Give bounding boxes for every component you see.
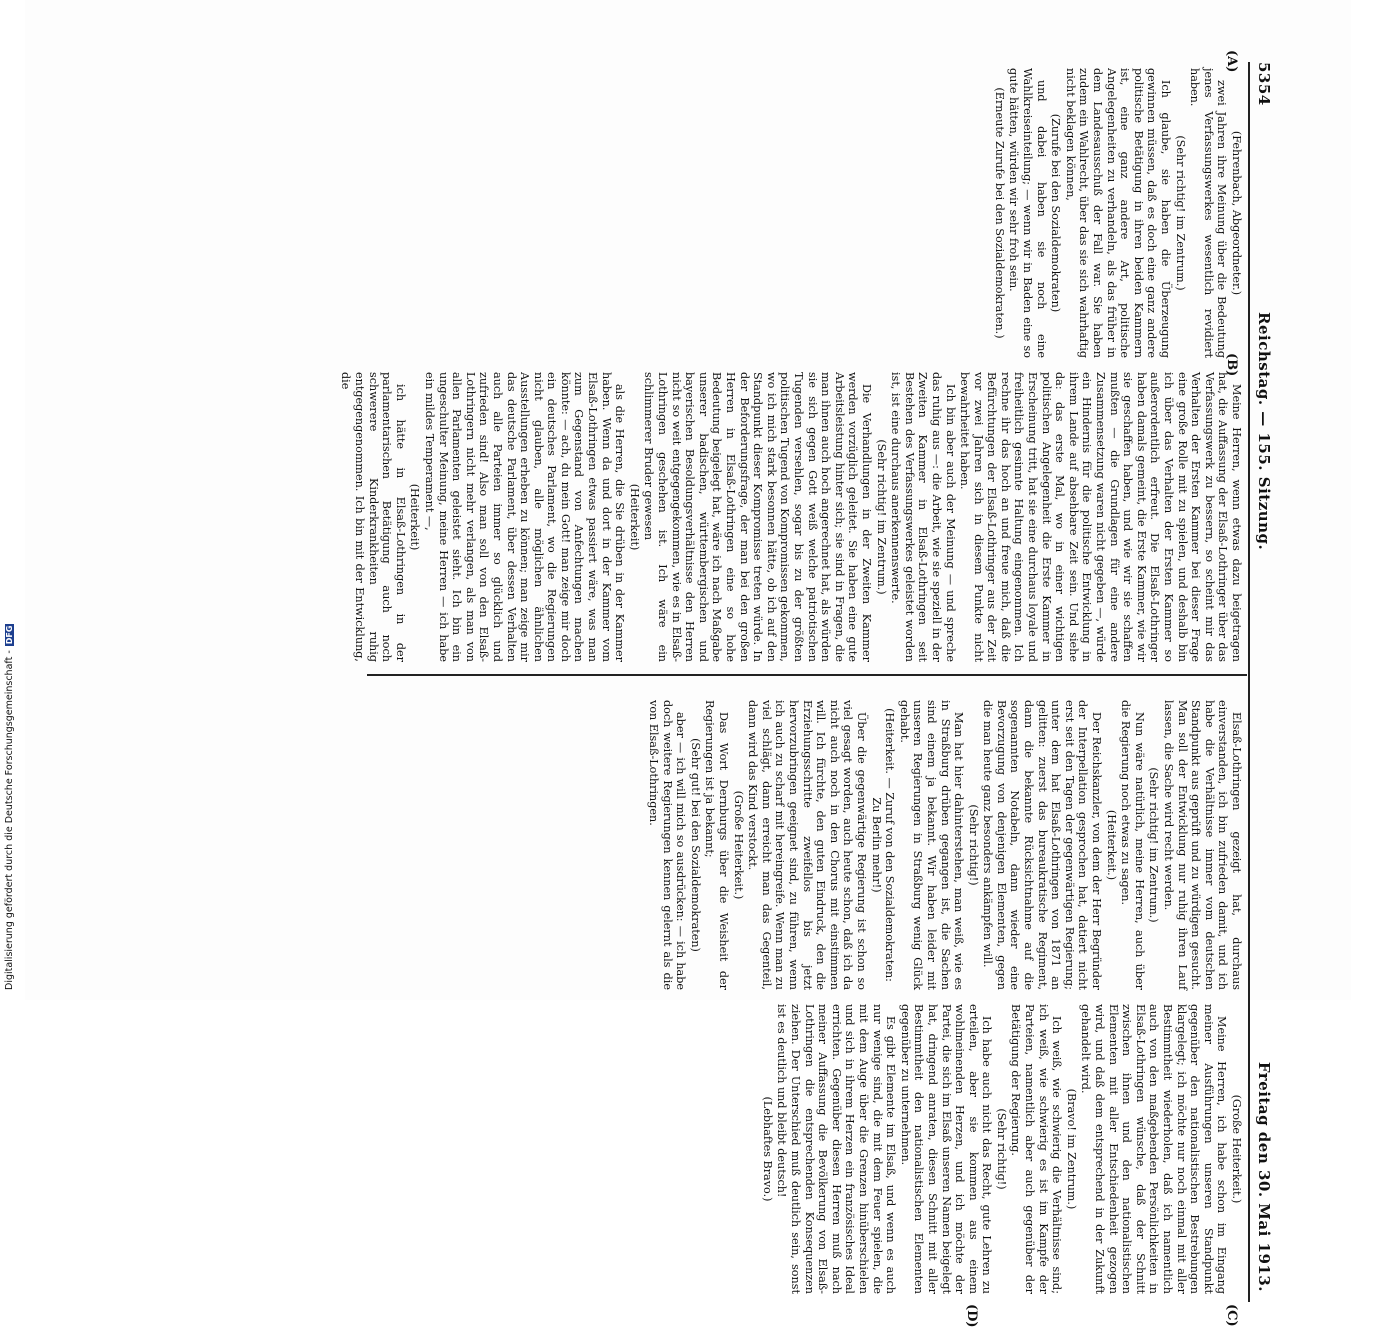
interjection: (Heiterkeit) (627, 483, 641, 551)
paragraph: Ich habe auch nicht das Recht, gute Lehren zu erteilen, aber sie kommen aus einem wohlmeinenden Herzen, und ich möchte der Partei, die sich im Elsaß unseren Namen beigelegt hat, dringend anraten, diesen Schnitt mit aller Bestimmtheit den nationalistischen Elementen gegenüber zu unternehmen. (898, 1004, 994, 1294)
interjection: (Sehr richtig!) (994, 1108, 1008, 1190)
margin-marker-c: (C) (1224, 1304, 1239, 1327)
margin-marker-a: (A) (1224, 50, 1239, 73)
speaker-line: (Fehrenbach, Abgeordneter.) (1230, 130, 1243, 296)
session-date: Freitag den 30. Mai 1913. (1255, 1061, 1273, 1292)
document-page (25, 0, 1351, 1328)
interjection: (Heiterkeit.) (1104, 809, 1118, 881)
margin-marker-b: (B) (1224, 353, 1239, 377)
interjection: (Große Heiterkeit.) (1230, 1094, 1243, 1204)
paragraph: Meine Herren, ich habe schon im Eingang meiner Ausführungen unseren Standpunkt gegenüber den nationalistischen Bestrebungen klargelegt; ich möchte nur noch einmal mit aller Bestimmtheit wiederholen, daß ich namentlich auch von den maßgebenden Persönlichkeiten in Elsaß-Lothringen wünsche, daß der Schnitt zwischen ihnen und den nationalistischen Elementen mit aller Entschiedenheit gezogen wird, und daß dem entsprechend in der Zukunft gehandelt wird. (1079, 1004, 1229, 1294)
interjection: (Sehr richtig! im Zentrum.) (1173, 135, 1187, 291)
paragraph: Das Wort Dernburgs über die Weisheit der Regierungen ist ja bekannt; (703, 700, 731, 990)
interjection: (Erneute Zurufe bei den Sozialdemokraten.) (992, 87, 1006, 339)
paragraph: Die Verhandlungen in der Zweiten Kammer werden vorzüglich geleitet. Sie haben eine gute Arbeitsleistung hinter sich; sie sind in Fragen, die man ihnen auch hoch angerechnet hat, als würden sie sich gegen Gott weiß welche patriotischen Tugenden versehlen, sogar bis zu der größten politischen Tugend von Kompromissen gekommen, wo ich mich stark besonnen hätte, ob ich auf den Standpunkt dieser Kompromisse treten würde. In der Beforderungsfrage, der man bei den großen Herren in Elsaß-Lothringen eine so hohe Bedeutung beigelegt hat, wäre ich nach Maßgabe unserer badischen, württembergischen und bayerischen Besoldungsverhältnisse den Herren nicht so weit entgegengekommen, wie es in Elsaß-Lothringen geschehen ist. Ich wäre ein schlimmerer Bruder gewesen (642, 372, 873, 662)
interjection: (Heiterkeit. — Zuruf von den Sozialdemokraten: Zu Berlin mehr!) (869, 708, 897, 982)
footer-credit-text: Digitalisierung gefördert durch die Deutsche Forschungsgemeinschaft - (4, 650, 15, 990)
interjection: (Bravo! im Zentrum.) (1064, 1088, 1078, 1210)
header-rule (1248, 62, 1250, 1302)
page-header (1251, 62, 1273, 1292)
paragraph: Ich bin aber auch der Meinung — und spreche das ruhig aus —: die Arbeit, wie sie speziell in der Zweiten Kammer in Elsaß-Lothringen seit Bestehen des Verfassungswerkes geleistet worden ist, ist eine durchaus anerkennenswerte. (889, 372, 957, 662)
paragraph: Es gibt Elemente im Elsaß, und wenn es auch nur wenige sind, die mit dem Feuer spielen, die mit dem Auge über die Grenzen hinüberschielen und sich in ihrem Herzen ein französisches Ideal errichten. Gegenüber diesen Herren muß nach meiner Auffassung die Bevölkerung von Elsaß-Lothringen die entsprechenden Konsequenzen ziehen. Der Unterschied muß deutlich sein, sonst ist es deutlich und bleibt deutsch! (775, 1004, 898, 1294)
interjection: (Heiterkeit) (408, 483, 422, 551)
paragraph: Ich weiß, wie schwierig die Verhältnisse sind; ich weiß, wie schwierig es ist im Kampfe der Parteien, namentlich aber auch gegenüber der Betätigung der Regierung. (1009, 1004, 1064, 1294)
paragraph: und dabei haben sie noch eine Wahlkreiseinteilung; — wenn wir in Baden eine so gute hätten, würden wir sehr froh sein. (1007, 68, 1048, 358)
footer-credit (4, 624, 15, 990)
paragraph: ich hätte in Elsaß-Lothringen in der parlamentarischen Betätigung auch noch schwerere Kinderkrankheiten ruhig entgegengenommen. Ich bin mit der Entwicklung, die (339, 372, 407, 662)
interjection: (Sehr gut! bei den Sozialdemokraten) (688, 738, 702, 952)
text-column-right (383, 700, 1243, 990)
digitization-footer (0, 0, 25, 1000)
text-column-left-2 (339, 372, 1243, 662)
margin-marker-d: (D) (964, 1304, 979, 1328)
interjection: (Große Heiterkeit.) (731, 790, 745, 900)
paragraph: zwei Jahren ihre Meinung über die Bedeutung jenes Verfassungswerkes wesentlich revidiert haben. (1188, 68, 1229, 358)
text-column-right-2 (383, 1004, 1243, 1294)
interjection: (Sehr richtig! im Zentrum.) (1147, 767, 1161, 923)
interjection: (Sehr richtig!) (966, 804, 980, 886)
paragraph: Elsaß-Lothringen gezeigt hat, durchaus einverstanden, ich bin zufrieden damit, und ich habe die Verhältnisse immer vom deutschen Standpunkt aus geprüft und zu würdigen gesucht. Man soll der Entwicklung nur ruhig ihren Lauf lassen, die Sache wird recht werden. (1162, 700, 1243, 990)
interjection: (Zurufe bei den Sozialdemokraten) (1049, 113, 1063, 313)
page-number: 5354 (1255, 62, 1273, 106)
paragraph: Ich glaube, sie haben die Überzeugung gewinnen müssen, daß es doch eine ganz andere politische Betätigung in ihren beiden Kammern ist, eine ganz andere Art, politische Angelegenheiten zu verhandeln, als das früher in dem Landesausschuß der Fall war. Sie haben zudem ein Wahlrecht, über das sie sich wahrhaftig nicht beklagen können, (1063, 68, 1173, 358)
column-divider (367, 674, 1247, 676)
paragraph: aber — ich will mich so ausdrücken: — ich habe doch weitere Regierungen kennen gelernt als die von Elsaß-Lothringen. (647, 700, 688, 990)
paragraph: Meine Herren, wenn etwas dazu beigetragen hat, die Auffassung der Elsaß-Lothringer über das Verfassungswerk zu bessern, so scheint mir das Verhalten der Ersten Kammer bei dieser Frage eine große Rolle mit zu spielen, und deshalb bin ich über das Verhalten der Ersten Kammer so außerordentlich erfreut. Die Elsaß-Lothringer haben damals gemeint, die Erste Kammer, wie wir sie geschaffen haben, und wie wir sie schaffen mußten — die Grundlagen für eine andere Zusammensetzung waren nicht gegeben —, würde ein Hindernis für die politische Entwicklung in ihrem Lande auf absehbare Zeit sein. Und siehe da: das erste Mal, wo in einer wichtigen politischen Angelegenheit die Erste Kammer in Erscheinung tritt, hat sie eine durchaus loyale und freiheitlich gesinnte Haltung eingenommen. Ich rechne ihr das hoch an und freue mich, daß die Befürchtungen der Elsaß-Lothringer aus der Zeit vor zwei Jahren sich in diesem Punkte nicht bewahrheitet haben. (958, 372, 1243, 662)
paragraph: Nun wäre natürlich, meine Herren, auch über die Regierung noch etwas zu sagen. (1119, 700, 1146, 990)
paragraph: Über die gegenwärtige Regierung ist schon so viel gesagt worden, auch heute schon, daß ich da nicht auch noch in den Chorus mit einstimmen will. Ich fürchte, den guten Eindruck, den die Erziehungsschritte zweifellos bis jetzt hervorzubringen geeignet sind, zu führen, wenn ich auch zu scharf mit hereingreife. Wenn man zu viel schlägt, dann erreicht man das Gegenteil, dann wird das Kind verstockt. (746, 700, 868, 990)
interjection: (Lebhaftes Bravo.) (760, 1096, 774, 1202)
paragraph: Der Reichskanzler, von dem der Herr Begründer der Interpellation gesprochen hat, datiert nicht erst seit den Tagen der gegenwärtigen Regierung; unter dem hat Elsaß-Lothringen von 1871 an gelitten: zuerst das bureaukratische Regiment, dann die bekannte Rücksichtnahme auf die sogenannten Notabeln, dann wieder eine Bevorzugung von denjenigen Elementen, gegen die man heute ganz besonders ankämpfen will. (981, 700, 1104, 990)
dfg-logo: DFG (5, 625, 14, 645)
interjection: (Sehr richtig! im Zentrum.) (874, 439, 888, 595)
text-column-left (383, 68, 1243, 358)
paragraph: Man hat hier dahinterstehen, man weiß, wie es in Straßburg drüben gegangen ist, die Sachen sind einem ja bekannt. Wir haben leider mit unseren Regierungen in Straßburg wenig Glück gehabt. (897, 700, 966, 990)
paragraph: als die Herren, die Sie drüben in der Kammer haben. Wenn da und dort in der Kammer vom Elsaß-Lothringen etwas passiert wäre, was man zum Gegenstand von Anfechtungen machen könnte: — ach, du mein Gott! man zeige mir doch ein deutsches Parlament, wo die Regierungen nicht glauben, alle möglichen ähnlichen Ausstellungen erheben zu können; man zeige mir das deutsche Parlament, über dessen Verhalten auch alle Parteien immer so glücklich und zufrieden sind! Also man soll von den Elsaß-Lothringern nicht mehr verlangen, als man von allen Parlamenten geleistet sieht. Ich bin ein ungeschulter Meinung, meine Herren — ich habe ein mildes Temperament —, (422, 372, 627, 662)
session-title: Reichstag. — 155. Sitzung. (1255, 312, 1273, 551)
